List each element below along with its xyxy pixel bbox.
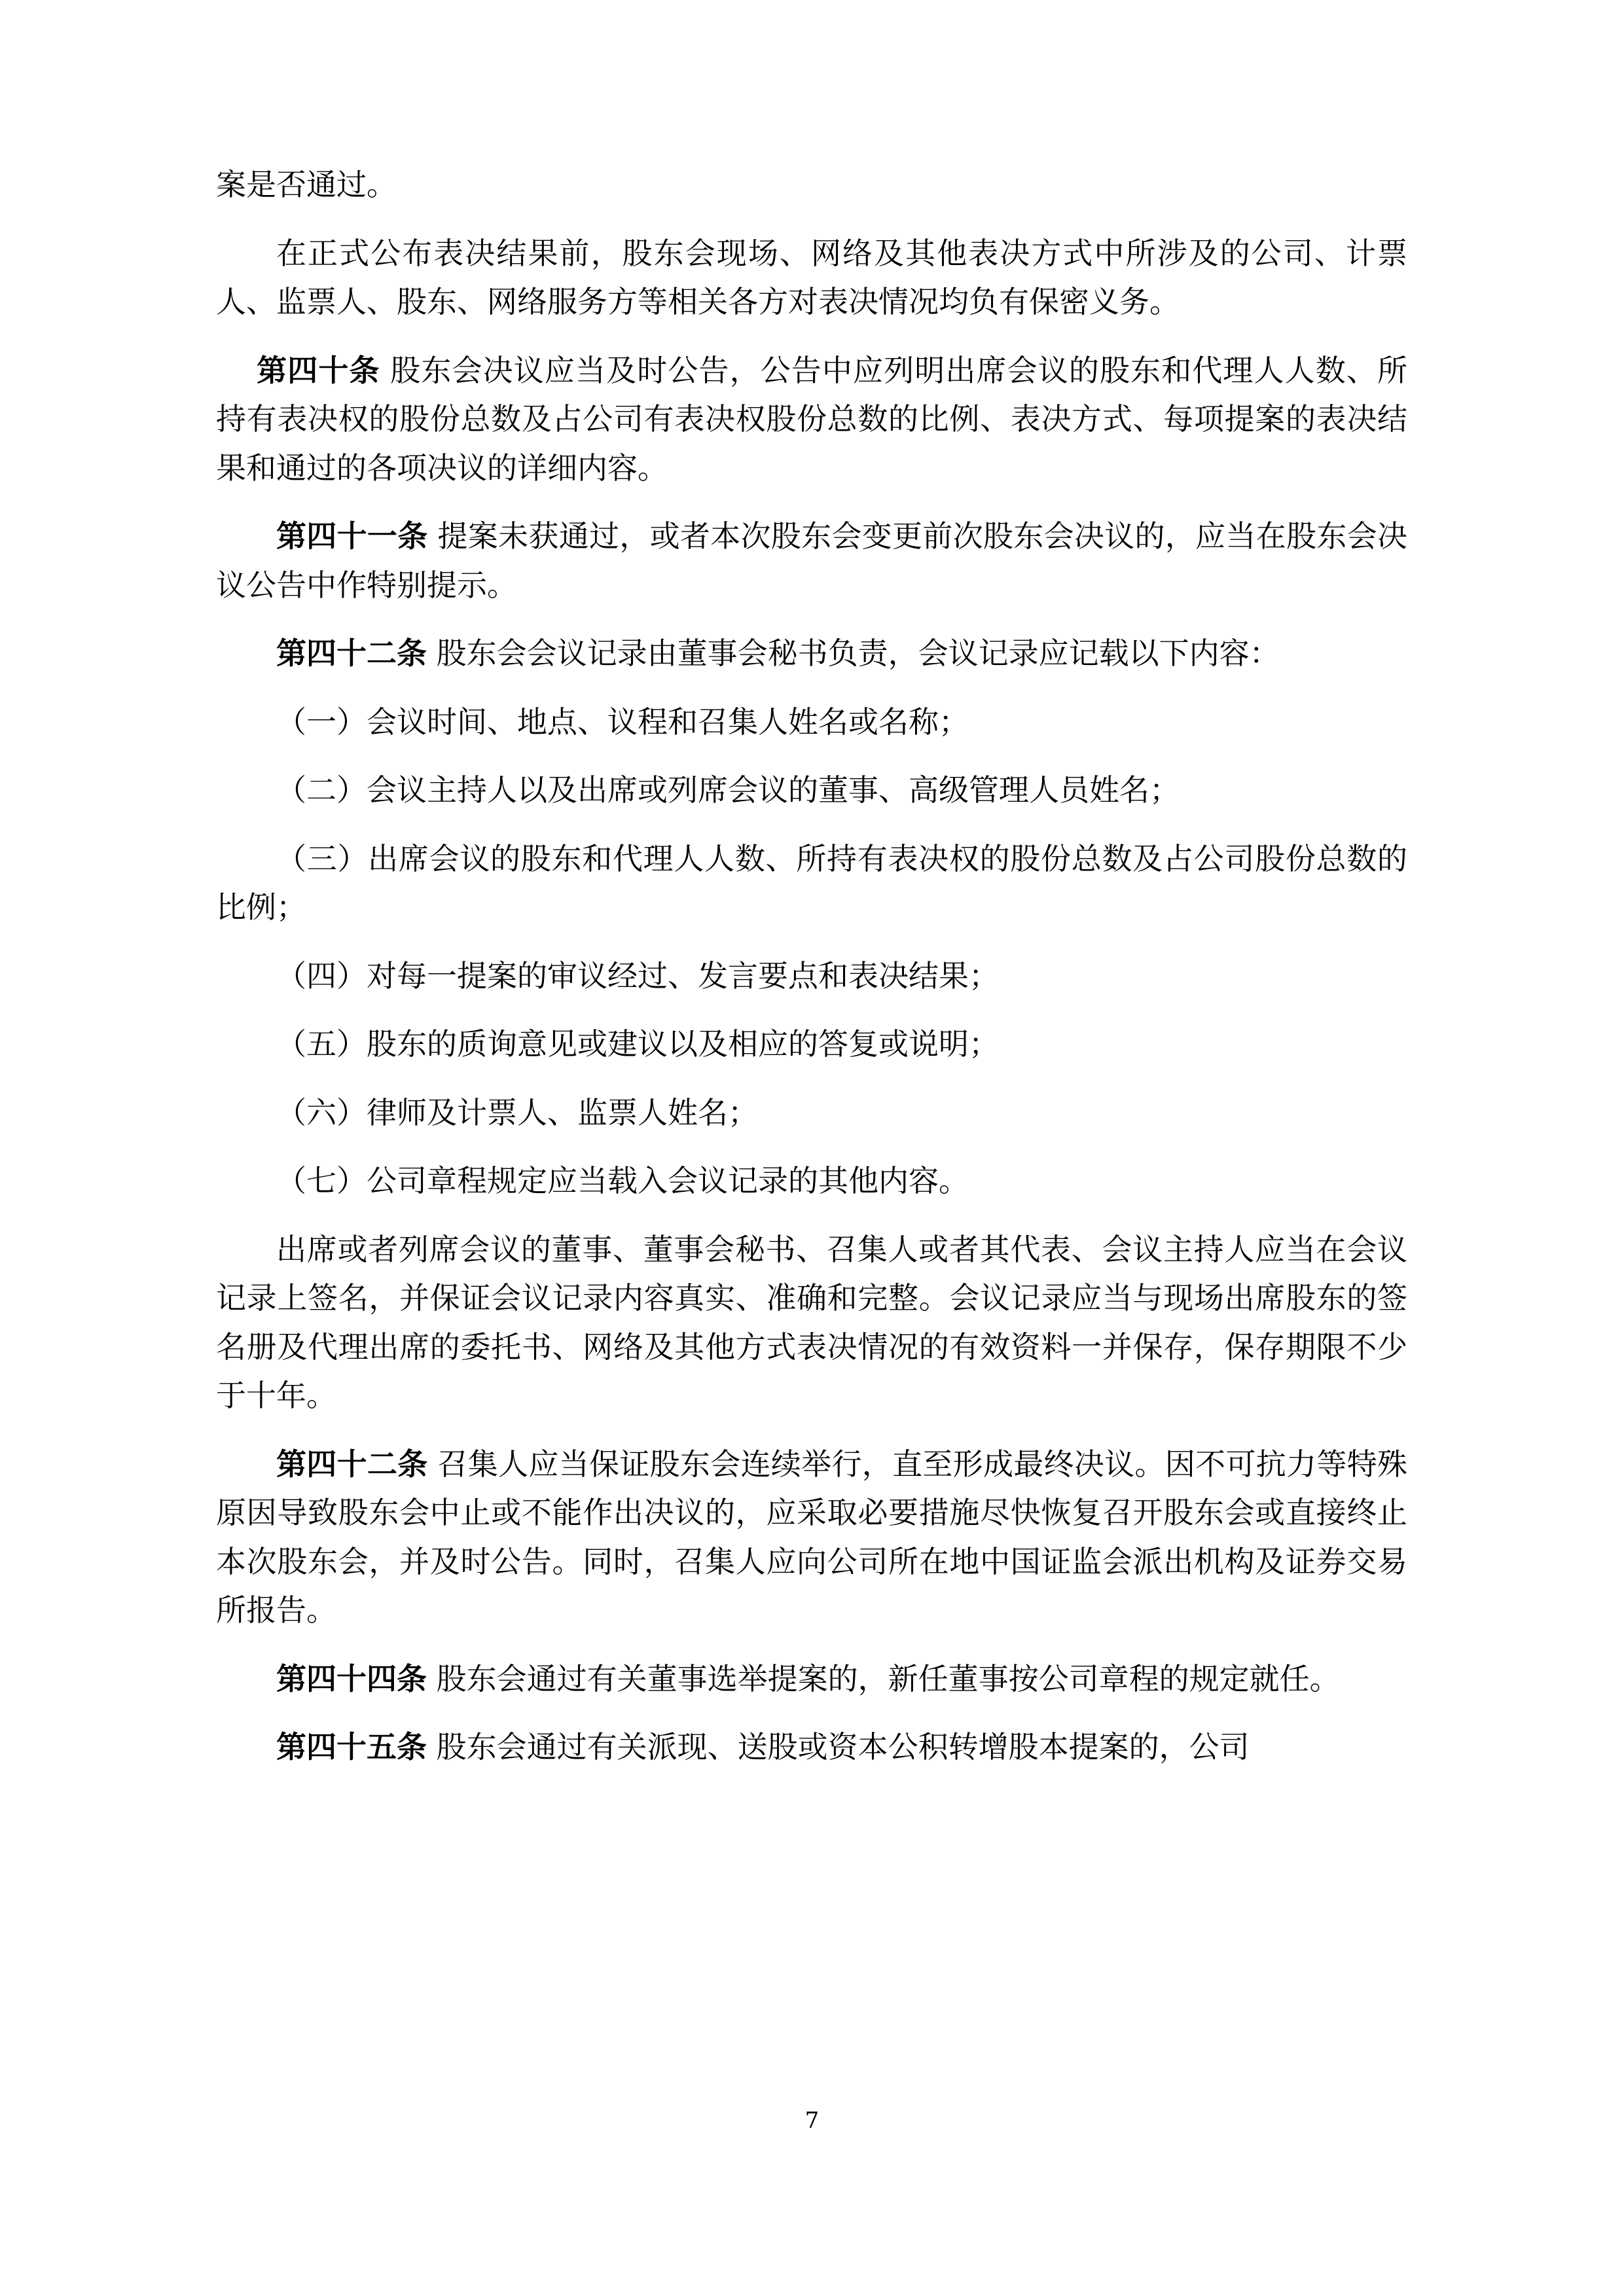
- page-content: [216, 160, 1407, 1772]
- paragraph-text: （一）会议时间、地点、议程和召集人姓名或名称；: [276, 704, 969, 740]
- list-item: [216, 698, 1407, 747]
- page-number: 7: [804, 2108, 820, 2134]
- article-number: 第四十二条: [276, 636, 427, 672]
- paragraph-text: 在正式公布表决结果前，股东会现场、网络及其他表决方式中所涉及的公司、计票人、监票人、股东、网络服务方等相关各方对表决情况均负有保密义务。: [216, 235, 1407, 320]
- paragraph-text: （七）公司章程规定应当载入会议记录的其他内容。: [276, 1163, 969, 1199]
- paragraph-article-42b: [216, 1440, 1407, 1635]
- paragraph-text: 股东会通过有关派现、送股或资本公积转增股本提案的，公司: [427, 1729, 1250, 1765]
- paragraph-text: （六）律师及计票人、监票人姓名；: [276, 1094, 758, 1130]
- paragraph-article-41: [216, 512, 1407, 609]
- paragraph: [216, 160, 1407, 209]
- article-number: 第四十四条: [276, 1660, 427, 1696]
- paragraph-text: 股东会决议应当及时公告，公告中应列明出席会议的股东和代理人人数、所持有表决权的股份总数及占公司有表决权股份总数的比例、表决方式、每项提案的表决结果和通过的各项决议的详细内容。: [216, 352, 1408, 486]
- paragraph-text: 案是否通过。: [216, 167, 397, 202]
- paragraph-text: （二）会议主持人以及出席或列席会议的董事、高级管理人员姓名；: [276, 772, 1180, 808]
- list-item: [216, 1157, 1407, 1206]
- list-item: [216, 834, 1407, 932]
- paragraph-text: 股东会通过有关董事选举提案的，新任董事按公司章程的规定就任。: [427, 1660, 1340, 1696]
- paragraph: [216, 1225, 1407, 1420]
- paragraph-text: 股东会会议记录由董事会秘书负责，会议记录应记载以下内容：: [427, 636, 1280, 672]
- paragraph-article-40: [216, 346, 1407, 493]
- paragraph: [216, 229, 1407, 327]
- paragraph-text: 召集人应当保证股东会连续举行，直至形成最终决议。因不可抗力等特殊原因导致股东会中止或不能作出决议的，应采取必要措施尽快恢复召开股东会或直接终止本次股东会，并及时公告。同时，召集人应向公司所在地中国证监会派出机构及证券交易所报告。: [216, 1446, 1408, 1628]
- article-number: 第四十五条: [276, 1729, 427, 1765]
- list-item: [216, 1088, 1407, 1138]
- paragraph-article-42: [216, 629, 1407, 678]
- paragraph-text: （三）出席会议的股东和代理人人数、所持有表决权的股份总数及占公司股份总数的比例；: [216, 840, 1407, 925]
- paragraph-text: 提案未获通过，或者本次股东会变更前次股东会决议的，应当在股东会决议公告中作特别提示。: [216, 518, 1408, 603]
- article-number: 第四十条: [257, 352, 380, 388]
- paragraph-text: （五）股东的质询意见或建议以及相应的答复或说明；: [276, 1026, 999, 1062]
- paragraph-article-45: [216, 1723, 1407, 1772]
- paragraph-text: 出席或者列席会议的董事、董事会秘书、召集人或者其代表、会议主持人应当在会议记录上签名，并保证会议记录内容真实、准确和完整。会议记录应当与现场出席股东的签名册及代理出席的委托书、网络及其他方式表决情况的有效资料一并保存，保存期限不少于十年。: [216, 1231, 1407, 1414]
- paragraph-text: （四）对每一提案的审议经过、发言要点和表决结果；: [276, 958, 999, 994]
- list-item: [216, 952, 1407, 1001]
- paragraph-article-44: [216, 1655, 1407, 1704]
- list-item: [216, 766, 1407, 815]
- article-number: 第四十二条: [276, 1446, 428, 1482]
- article-number: 第四十一条: [276, 518, 428, 554]
- list-item: [216, 1020, 1407, 1069]
